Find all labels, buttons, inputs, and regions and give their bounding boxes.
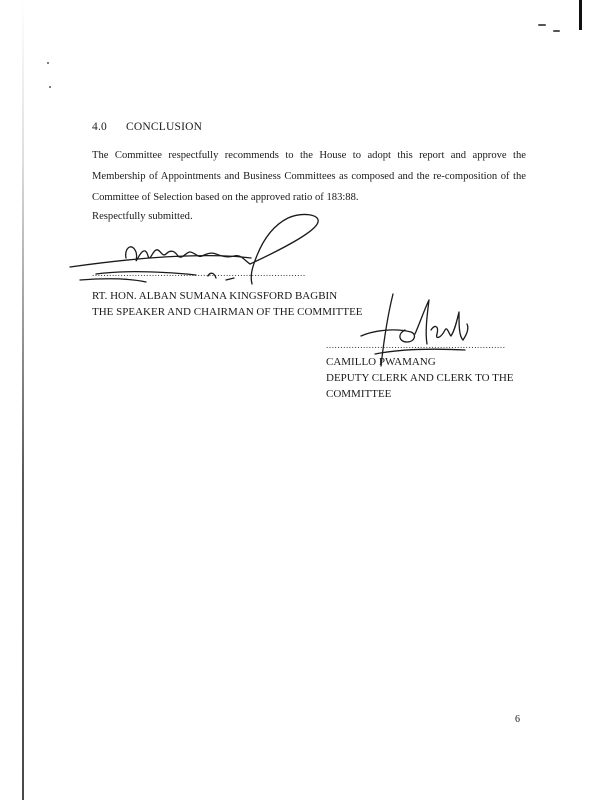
section-title: CONCLUSION (126, 121, 203, 133)
section-number: 4.0 (92, 121, 107, 133)
speaker-title: THE SPEAKER AND CHAIRMAN OF THE COMMITTEE (92, 306, 363, 318)
signature-line: ............................................................... (326, 340, 506, 350)
scan-speck (47, 62, 49, 64)
scan-speck (553, 30, 560, 32)
clerk-title-line-1: DEPUTY CLERK AND CLERK TO THE (326, 372, 514, 384)
speaker-signature (66, 212, 336, 292)
closing-line: Respectfully submitted. (92, 211, 193, 222)
scan-speck (538, 24, 546, 26)
speaker-name: RT. HON. ALBAN SUMANA KINGSFORD BAGBIN (92, 290, 338, 302)
clerk-name: CAMILLO PWAMANG (326, 356, 436, 368)
scan-speck (49, 86, 51, 88)
signatory-speaker (92, 288, 363, 320)
scan-edge-shadow (22, 0, 24, 800)
page-number: 6 (515, 714, 520, 725)
signatory-clerk (326, 354, 514, 402)
signature-line: ........................................................................... (92, 268, 306, 278)
clerk-title-line-2: COMMITTEE (326, 388, 392, 400)
section-heading (92, 121, 202, 133)
conclusion-paragraph: The Committee respectfully recommends to the House to adopt this report and approve the Membership of Appointments and Business Committees as composed and the re-composition of the Committee of Selection based on the approved ratio of 183:88. (92, 150, 526, 203)
scan-edge-mark (579, 0, 582, 30)
